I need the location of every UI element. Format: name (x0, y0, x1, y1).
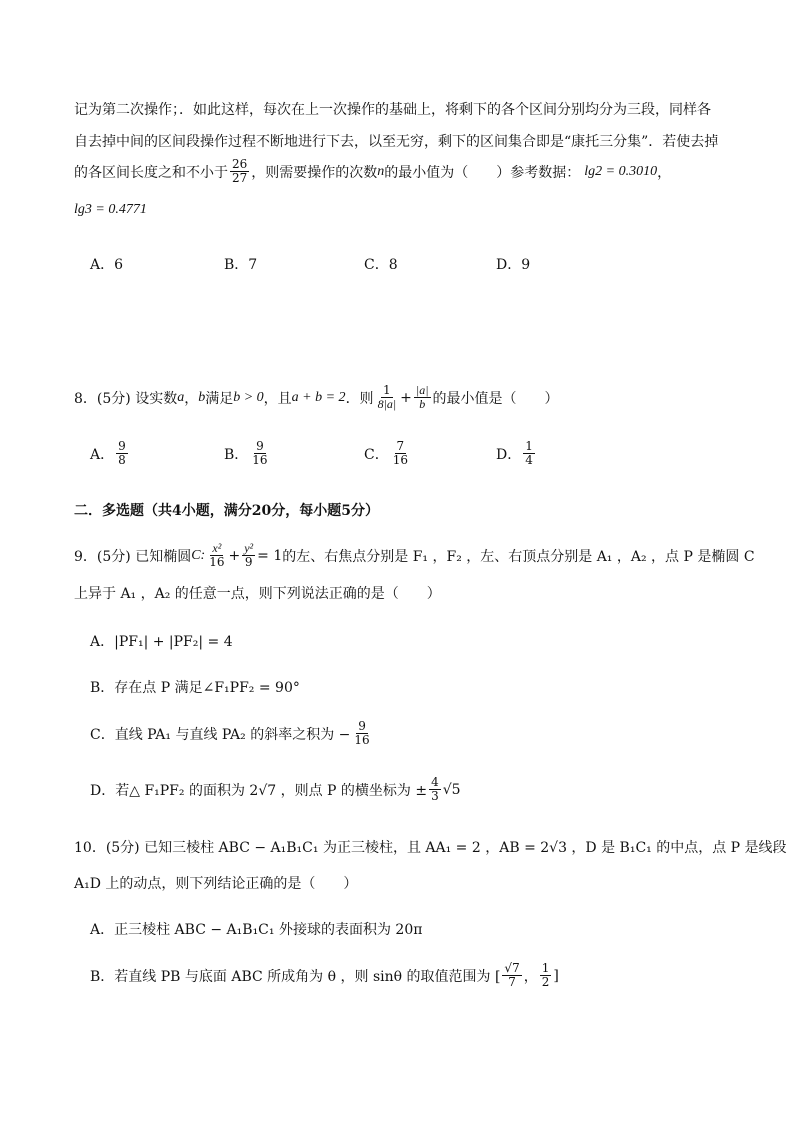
q8-f1-num: 1 (383, 383, 391, 397)
q8-option-a-den: 8 (118, 453, 126, 467)
q10-option-b-f1-den: 7 (508, 975, 516, 989)
q8-option-b-den: 16 (252, 453, 268, 467)
q7-ref-comma: ， (657, 164, 672, 181)
q9-option-d-num: 4 (431, 775, 439, 789)
q8-option-d-frac (523, 440, 535, 467)
q8-option-c-frac (391, 440, 410, 467)
q8-option-a-num: 9 (118, 439, 126, 453)
q7-var-n: n (377, 163, 385, 179)
q8-option-b (224, 440, 272, 467)
q9-option-c-text: C．直线 PA₁ 与直线 PA₂ 的斜率之积为 − (90, 726, 351, 743)
q8-option-d (496, 440, 537, 467)
q9-frac-x (207, 542, 226, 569)
q8-option-b-num: 9 (256, 439, 264, 453)
q9-stem-line-2: 上异于 A₁ ，A₂ 的任意一点，则下列说法正确的是（ ） (74, 586, 441, 602)
q8-f2-num: |a| (415, 383, 429, 397)
q10-stem-line-1: 10．(5分) 已知三棱柱 ABC − A₁B₁C₁ 为正三棱柱，且 AA₁ = 2 ，AB = 2√3 ，D 是 B₁C₁ 的中点，点 P 是线段 (74, 840, 787, 856)
q7-line-1: 记为第二次操作；．如此这样，每次在上一次操作的基础上，将剩下的各个区间分别均分为三段，同样各 (74, 102, 711, 118)
q10-option-b-f2-den: 2 (541, 975, 550, 989)
q9-fy-den: 9 (244, 555, 253, 569)
q9-fy-num: y² (244, 541, 254, 555)
q7-line-2: 自去掉中间的区间段操作过程不断地进行下去，以至无穷，剩下的区间集合即是“康托三分集”．若使去掉 (74, 134, 719, 150)
q10-stem-line-2: A₁D 上的动点，则下列结论正确的是（ ） (74, 876, 358, 892)
q8-f1-den: 8|a| (377, 397, 397, 411)
q8-sep: ， (184, 390, 199, 407)
q8-option-c-label: C． (364, 446, 389, 463)
q9-eq: = 1 (257, 547, 283, 564)
q9-option-c-num: 9 (358, 719, 366, 733)
q9-option-c-den: 16 (354, 733, 370, 747)
q8-option-a-label: A． (90, 446, 115, 463)
q8-option-d-num: 1 (525, 439, 533, 453)
q8-option-c-den: 16 (392, 453, 408, 467)
q7-frac-num: 26 (232, 157, 248, 171)
q7-option-b: B．7 (224, 257, 258, 273)
q8-fraction-2 (414, 384, 431, 411)
q7-ref-lg2: lg2 = 0.3010 (584, 163, 658, 179)
q7-line-3-mid: ，则需要操作的次数 (251, 164, 378, 181)
q8-stem (74, 384, 559, 411)
q9-plus: + (228, 547, 241, 564)
q9-fx-den: 16 (209, 555, 225, 569)
q10-option-b-post: ] (553, 967, 559, 984)
q7-line-3-post: 的最小值为（ ）参考数据： (384, 164, 581, 181)
q7-option-a: A．6 (90, 257, 124, 273)
q8-mid3: ．则 (345, 390, 374, 407)
q10-option-b (90, 962, 559, 989)
q7-ref-lg3: lg3 = 0.4771 (74, 202, 147, 217)
q10-option-b-frac-2 (540, 962, 552, 989)
q9-option-c (90, 720, 374, 747)
q8-mid1: 满足 (205, 390, 234, 407)
q8-option-b-frac (250, 440, 269, 467)
q7-option-c: C．8 (364, 257, 398, 273)
q7-frac-den: 27 (232, 171, 248, 185)
q8-option-d-label: D． (496, 446, 522, 463)
q9-option-d (90, 776, 461, 803)
q8-fraction-1 (376, 384, 399, 411)
q8-f2-den: b (419, 397, 426, 411)
q7-line-3 (74, 158, 671, 185)
q8-option-a (90, 440, 130, 467)
q9-option-d-post: √5 (442, 781, 461, 798)
q9-option-a: A．|PF₁| + |PF₂| = 4 (90, 634, 233, 650)
q9-fx-num: x² (212, 541, 222, 555)
q8-option-b-label: B． (224, 446, 249, 463)
q9-ellipse-c: C: (191, 547, 206, 563)
q8-plus: + (400, 389, 412, 406)
q10-option-b-f2-num: 1 (541, 961, 550, 975)
q9-option-d-den: 3 (431, 789, 439, 803)
q7-fraction (230, 158, 249, 185)
q8-option-d-den: 4 (525, 453, 533, 467)
q10-option-b-sep: ， (523, 968, 538, 985)
q8-option-c (364, 440, 412, 467)
q7-line-3-pre: 的各区间长度之和不小于 (74, 164, 228, 181)
q8-cond1: b > 0 (233, 389, 264, 405)
q10-option-b-f1-num: √7 (504, 961, 520, 975)
q9-prefix: 9．(5分) 已知椭圆 (74, 548, 192, 565)
q9-option-b: B．存在点 P 满足∠F₁PF₂ = 90° (90, 680, 300, 696)
q9-option-d-frac (429, 776, 441, 803)
q10-option-b-frac-1 (502, 962, 521, 989)
q9-stem-line-1 (74, 542, 755, 569)
q10-option-a: A．正三棱柱 ABC − A₁B₁C₁ 外接球的表面积为 20π (90, 922, 423, 938)
q8-suffix: 的最小值是（ ） (432, 390, 559, 407)
q9-option-c-frac (352, 720, 371, 747)
q7-option-d: D．9 (496, 257, 531, 273)
q8-cond2: a + b = 2 (291, 389, 346, 405)
q10-option-b-text: B．若直线 PB 与底面 ABC 所成角为 θ ，则 sinθ 的取值范围为 [ (90, 968, 501, 985)
q9-option-d-text: D．若△ F₁PF₂ 的面积为 2√7 ，则点 P 的横坐标为 ± (90, 782, 428, 799)
q9-line1-post: 的左、右焦点分别是 F₁ ，F₂ ，左、右顶点分别是 A₁ ，A₂ ，点 P 是椭圆 C (282, 548, 755, 565)
section-2-title: 二．多选题（共4小题，满分20分，每小题5分） (74, 503, 379, 519)
q8-prefix: 8．(5分) 设实数 (74, 390, 178, 407)
q8-option-c-num: 7 (396, 439, 405, 453)
q8-option-a-frac (116, 440, 128, 467)
q9-frac-y (242, 542, 255, 569)
q8-var-a: a (177, 389, 185, 405)
q8-mid2: ，且 (263, 390, 292, 407)
q8-var-b: b (198, 389, 206, 405)
